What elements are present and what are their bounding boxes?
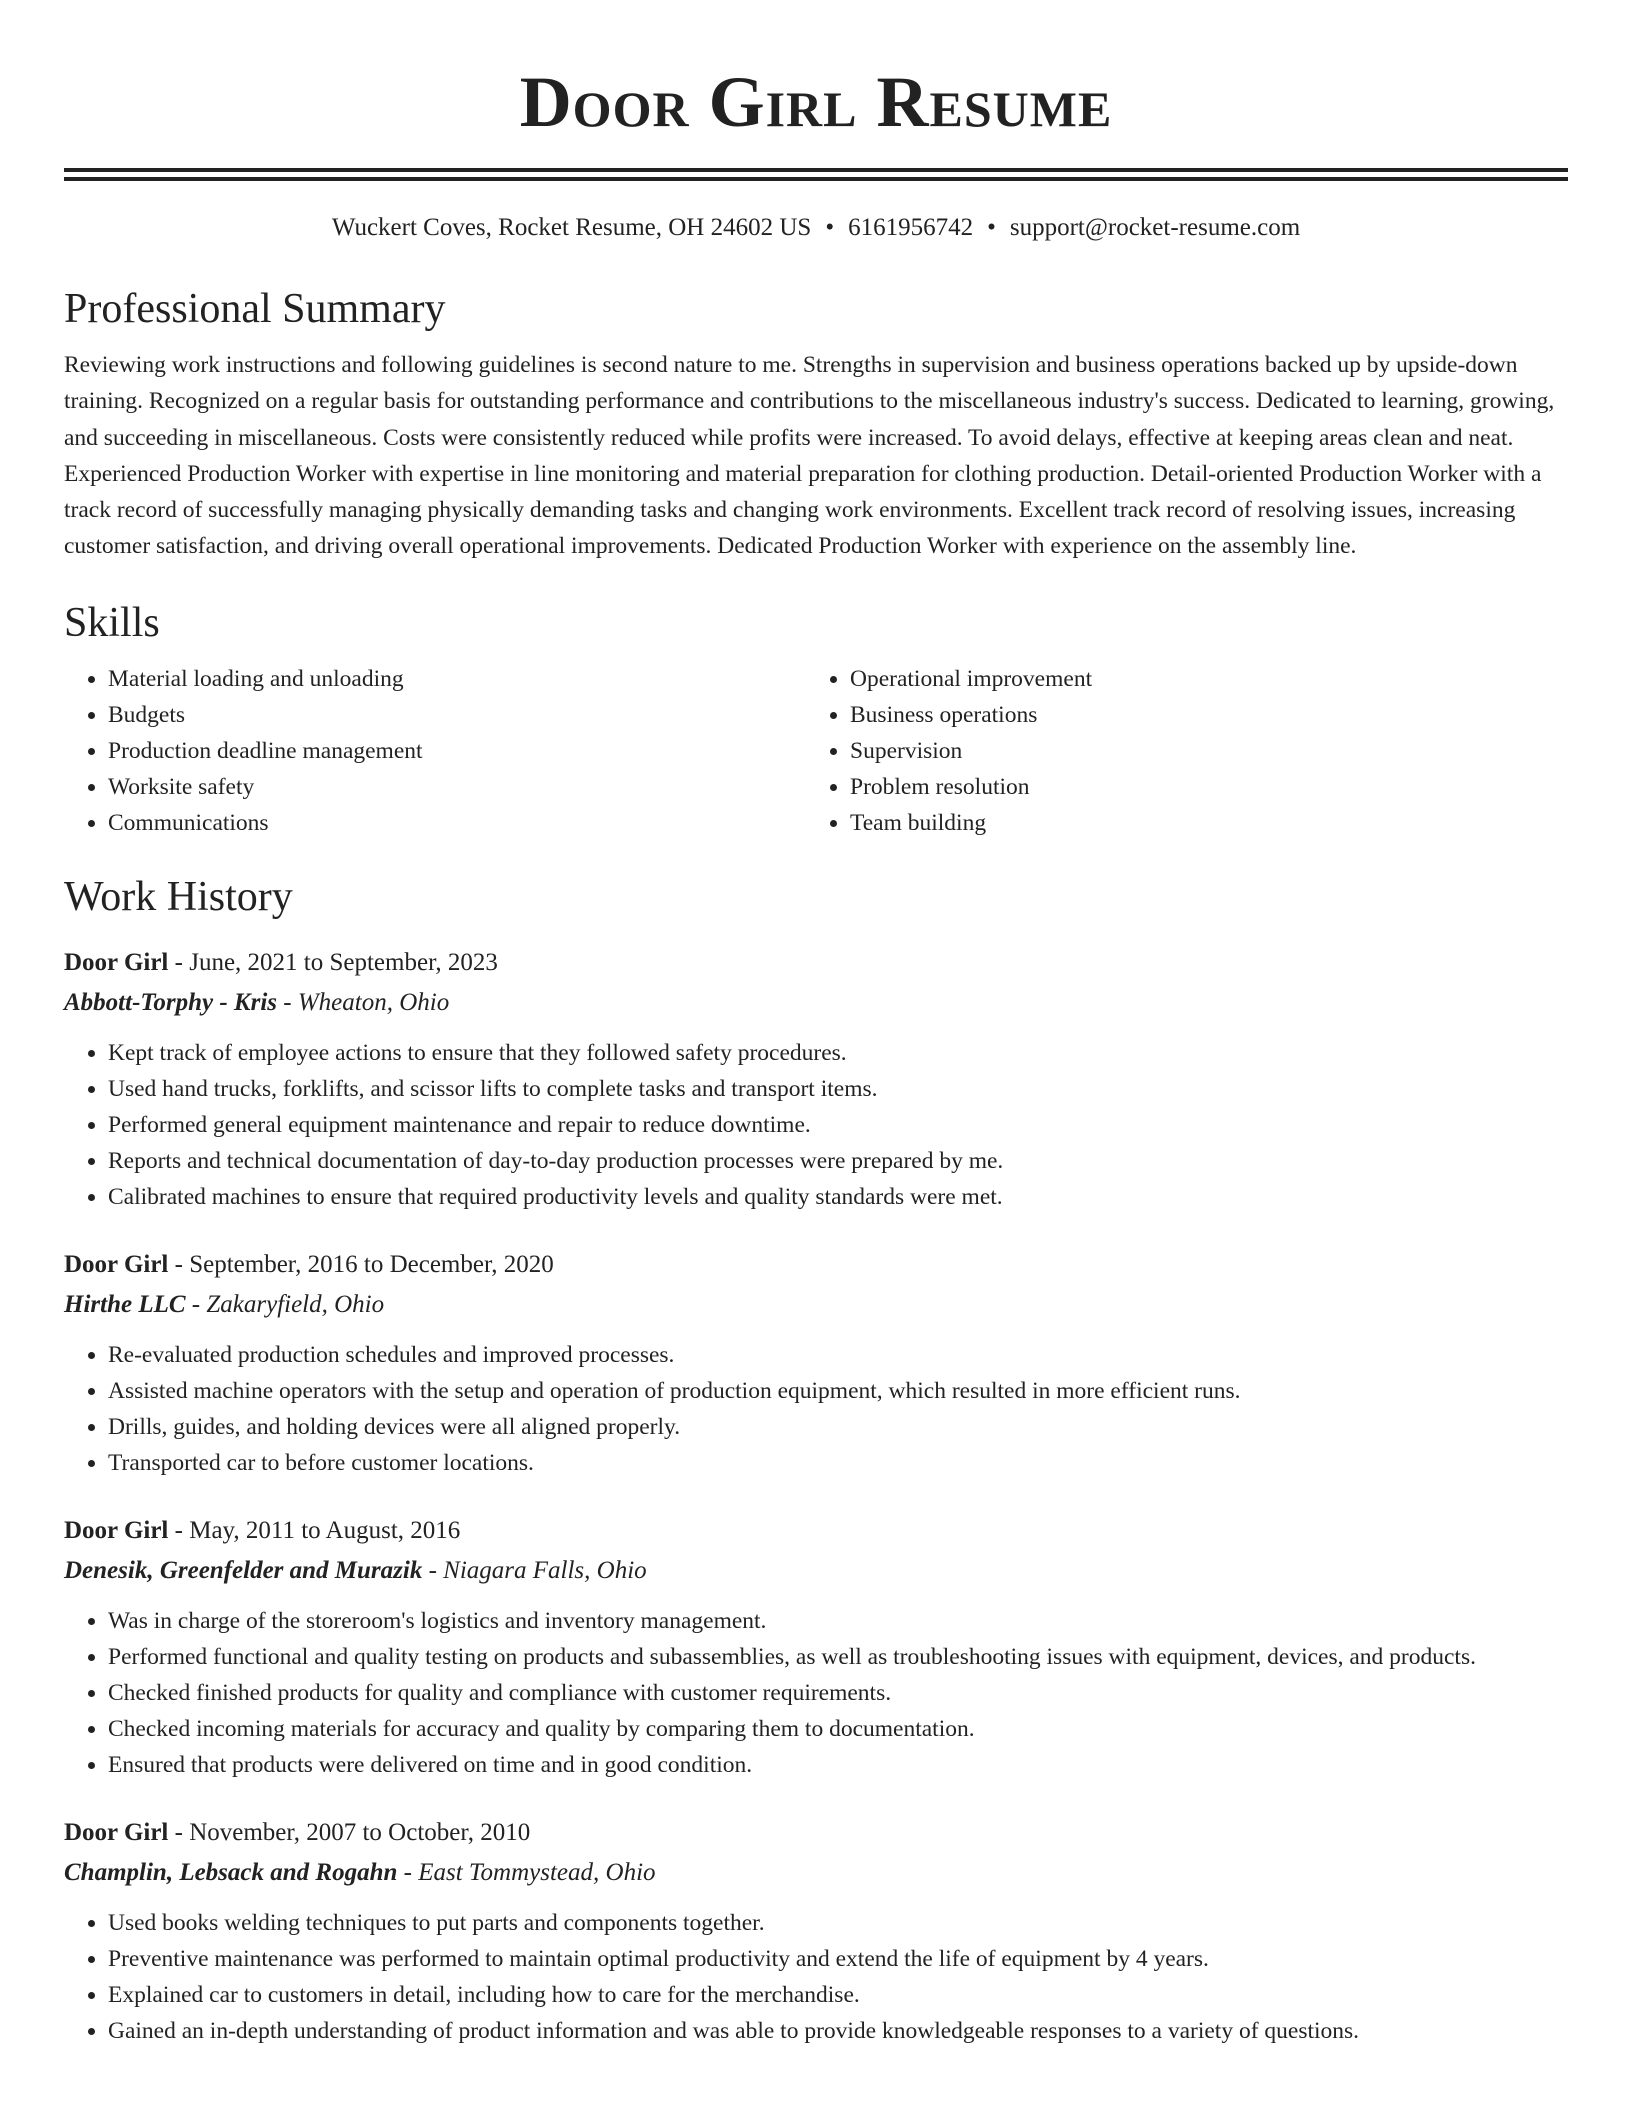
job-dates: - September, 2016 to December, 2020 [168, 1250, 554, 1278]
contact-email: support@rocket-resume.com [1009, 214, 1301, 241]
job-location: - Niagara Falls, Ohio [422, 1556, 647, 1584]
skills-list [64, 661, 1568, 841]
job-title: Door Girl [64, 948, 169, 976]
job-bullet: • Used hand trucks, forklifts, and scissor lifts to complete tasks and transport items. [108, 1071, 1568, 1107]
job-company: Denesik, Greenfelder and Murazik [64, 1556, 423, 1584]
summary-heading: Professional Summary [64, 286, 446, 332]
job-company: Hirthe LLC [64, 1290, 186, 1318]
job-title: Door Girl [64, 1250, 169, 1278]
job-bullet: • Performed functional and quality testing on products and subassemblies, as well as troubleshooting issues with equipment, devices, and products. [108, 1639, 1568, 1675]
skill-item: • Material loading and unloading [108, 661, 806, 697]
job-entry [64, 1511, 1568, 1783]
contact-phone: 6161956742 [848, 214, 974, 241]
job-bullet: • Gained an in-depth understanding of product information and was able to provide knowledgeable responses to a variety of questions. [108, 2013, 1568, 2049]
job-bullet: • Kept track of employee actions to ensure that they followed safety procedures. [108, 1035, 1568, 1071]
skills-column-right [806, 661, 1548, 841]
skills-column-left [64, 661, 806, 841]
job-bullet: • Was in charge of the storeroom's logistics and inventory management. [108, 1603, 1568, 1639]
resume-title: Door Girl Resume [519, 62, 1113, 142]
job-company-line [64, 983, 1568, 1023]
job-bullet: • Reports and technical documentation of day-to-day production processes were prepared by me. [108, 1143, 1568, 1179]
contact-line [64, 211, 1568, 245]
job-bullet: • Transported car to before customer locations. [108, 1445, 1568, 1481]
title-divider-bottom [64, 177, 1568, 181]
job-dates: - June, 2021 to September, 2023 [168, 948, 498, 976]
job-bullet: • Used books welding techniques to put parts and components together. [108, 1905, 1568, 1941]
job-entry [64, 1813, 1568, 2049]
job-bullet: • Checked incoming materials for accuracy and quality by comparing them to documentation. [108, 1711, 1568, 1747]
skill-item: • Communications [108, 805, 806, 841]
job-title: Door Girl [64, 1516, 169, 1544]
contact-separator: • [987, 214, 996, 241]
skill-item: • Budgets [108, 697, 806, 733]
job-title-line [64, 1813, 1568, 1853]
job-bullets [64, 1035, 1568, 1215]
job-entry [64, 1245, 1568, 1481]
job-entry [64, 943, 1568, 1215]
resume-page [64, 0, 1568, 2049]
job-bullet: • Calibrated machines to ensure that required productivity levels and quality standards were met. [108, 1179, 1568, 1215]
job-company-line [64, 1551, 1568, 1591]
job-location: - Zakaryfield, Ohio [185, 1290, 385, 1318]
skill-item: • Business operations [850, 697, 1548, 733]
job-bullet: • Ensured that products were delivered on time and in good condition. [108, 1747, 1568, 1783]
skill-item: • Production deadline management [108, 733, 806, 769]
skill-item: • Worksite safety [108, 769, 806, 805]
job-company-line [64, 1285, 1568, 1325]
job-dates: - May, 2011 to August, 2016 [168, 1516, 461, 1544]
job-bullet: • Checked finished products for quality and compliance with customer requirements. [108, 1675, 1568, 1711]
skill-item: • Problem resolution [850, 769, 1548, 805]
job-location: - East Tommystead, Ohio [397, 1858, 656, 1886]
job-bullets [64, 1603, 1568, 1783]
job-company: Champlin, Lebsack and Rogahn [64, 1858, 398, 1886]
job-bullet: • Re-evaluated production schedules and improved processes. [108, 1337, 1568, 1373]
job-title-line [64, 1245, 1568, 1285]
job-title-line [64, 1511, 1568, 1551]
job-bullet: • Explained car to customers in detail, including how to care for the merchandise. [108, 1977, 1568, 2013]
job-company: Abbott-Torphy - Kris [64, 988, 278, 1016]
summary-text: Reviewing work instructions and following guidelines is second nature to me. Strengths in supervision and business operations backed up by upside-down training. Recognized on a regular basis for outstanding performance and contributions to the miscellaneous industry's success. Dedicated to learning, growing, and succeeding in miscellaneous. Costs were consistently reduced while profits were increased. To avoid delays, effective at keeping areas clean and neat. Experienced Production Worker with expertise in line monitoring and material preparation for clothing production. Detail-oriented Production Worker with a track record of successfully managing physically demanding tasks and changing work environments. Excellent track record of resolving issues, increasing customer satisfaction, and driving overall operational improvements. Dedicated Production Worker with experience on the assembly line. [64, 352, 1555, 560]
job-location: - Wheaton, Ohio [277, 988, 450, 1016]
job-bullet: • Assisted machine operators with the setup and operation of production equipment, which resulted in more efficient runs. [108, 1373, 1568, 1409]
title-divider-top [64, 168, 1568, 172]
job-bullet: • Preventive maintenance was performed to maintain optimal productivity and extend the life of equipment by 4 years. [108, 1941, 1568, 1977]
work-history-heading: Work History [64, 873, 293, 920]
job-bullet: • Performed general equipment maintenance and repair to reduce downtime. [108, 1107, 1568, 1143]
job-bullets [64, 1905, 1568, 2049]
job-bullet: • Drills, guides, and holding devices were all aligned properly. [108, 1409, 1568, 1445]
contact-address: Wuckert Coves, Rocket Resume, OH 24602 US [331, 214, 812, 241]
skill-item: • Supervision [850, 733, 1548, 769]
job-company-line [64, 1853, 1568, 1893]
job-title: Door Girl [64, 1818, 169, 1846]
skill-item: • Team building [850, 805, 1548, 841]
skill-item: • Operational improvement [850, 661, 1548, 697]
job-dates: - November, 2007 to October, 2010 [168, 1818, 531, 1846]
job-title-line [64, 943, 1568, 983]
contact-separator: • [825, 214, 835, 241]
skills-heading: Skills [64, 599, 160, 646]
job-bullets [64, 1337, 1568, 1481]
